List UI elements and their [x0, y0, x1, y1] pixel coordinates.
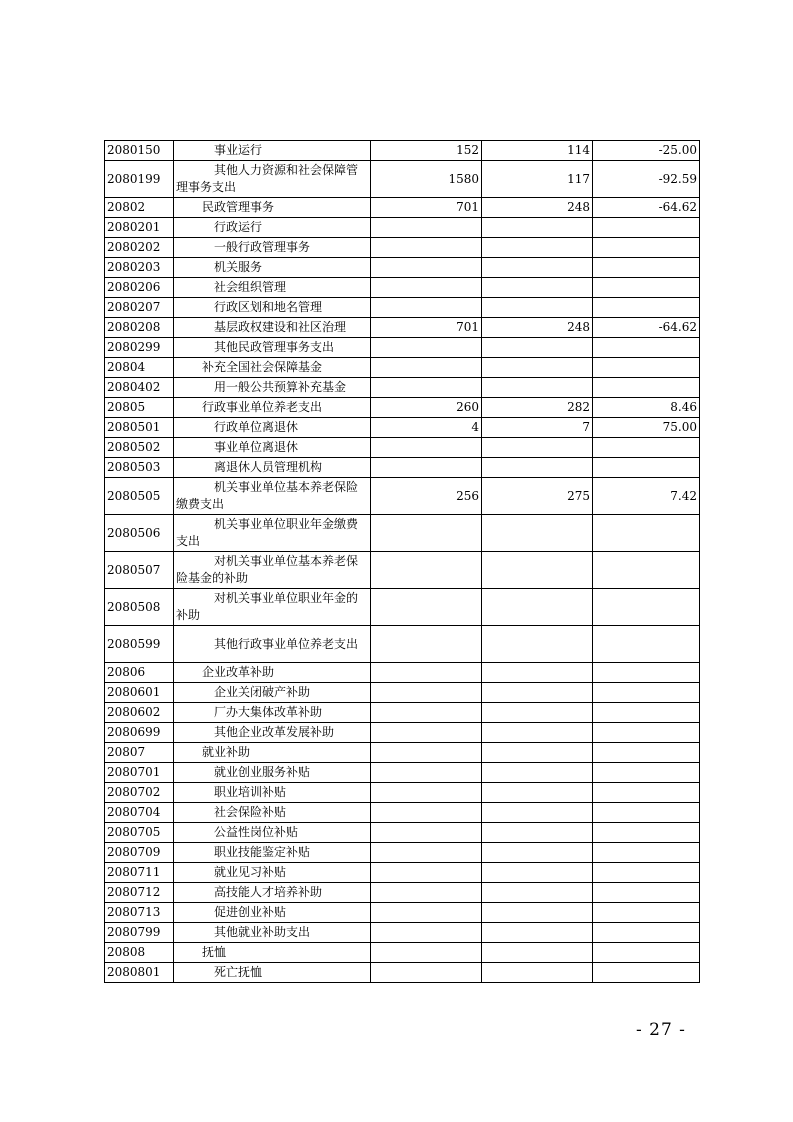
subject-name-text: 行政单位离退休: [214, 420, 299, 434]
table-row: [105, 683, 700, 703]
table-row: [105, 943, 700, 963]
subject-code-cell: 2080402: [105, 378, 174, 398]
subject-code-cell: 2080508: [105, 589, 174, 626]
subject-name-text: 机关服务: [214, 260, 263, 274]
subject-name-text: 企业改革补助: [202, 665, 275, 679]
prior-year-value-cell: [371, 378, 482, 398]
change-percent-cell: [593, 458, 700, 478]
change-percent-cell: [593, 923, 700, 943]
subject-name-cell: [174, 218, 371, 238]
subject-name-cell: [174, 703, 371, 723]
table-row: [105, 141, 700, 161]
subject-name-cell: [174, 318, 371, 338]
prior-year-value-cell: [371, 943, 482, 963]
change-percent-cell: [593, 763, 700, 783]
prior-year-value-cell: [371, 218, 482, 238]
current-year-value-cell: [482, 903, 593, 923]
subject-code-cell: 2080206: [105, 278, 174, 298]
prior-year-value-cell: [371, 278, 482, 298]
subject-code-cell: 2080701: [105, 763, 174, 783]
change-percent-cell: [593, 278, 700, 298]
table-row: [105, 552, 700, 589]
subject-code-cell: 20805: [105, 398, 174, 418]
subject-code-cell: 2080713: [105, 903, 174, 923]
change-percent-cell: [593, 883, 700, 903]
subject-name-text: 一般行政管理事务: [214, 240, 311, 254]
table-row: [105, 378, 700, 398]
table-row: [105, 723, 700, 743]
table-row: [105, 278, 700, 298]
change-percent-cell: [593, 338, 700, 358]
current-year-value-cell: [482, 278, 593, 298]
subject-code-cell: 2080801: [105, 963, 174, 983]
subject-name-text: 离退休人员管理机构: [214, 460, 323, 474]
table-row: [105, 763, 700, 783]
table-row: [105, 478, 700, 515]
subject-name-cell: [174, 723, 371, 743]
table-row: [105, 318, 700, 338]
subject-name-cell: [174, 358, 371, 378]
subject-code-cell: 2080705: [105, 823, 174, 843]
prior-year-value-cell: [371, 358, 482, 378]
prior-year-value-cell: 256: [371, 478, 482, 515]
subject-name-cell: [174, 663, 371, 683]
change-percent-cell: -25.00: [593, 141, 700, 161]
current-year-value-cell: [482, 923, 593, 943]
subject-code-cell: 2080699: [105, 723, 174, 743]
current-year-value-cell: 248: [482, 198, 593, 218]
change-percent-cell: [593, 358, 700, 378]
current-year-value-cell: [482, 552, 593, 589]
subject-name-cell: [174, 418, 371, 438]
current-year-value-cell: 114: [482, 141, 593, 161]
prior-year-value-cell: [371, 783, 482, 803]
subject-name-cell: [174, 238, 371, 258]
prior-year-value-cell: [371, 589, 482, 626]
change-percent-cell: [593, 298, 700, 318]
change-percent-cell: [593, 238, 700, 258]
subject-name-cell: [174, 903, 371, 923]
subject-name-cell: [174, 803, 371, 823]
current-year-value-cell: [482, 238, 593, 258]
current-year-value-cell: [482, 723, 593, 743]
subject-name-cell: [174, 278, 371, 298]
subject-code-cell: 2080505: [105, 478, 174, 515]
subject-name-text: 其他就业补助支出: [214, 925, 311, 939]
current-year-value-cell: [482, 743, 593, 763]
current-year-value-cell: [482, 843, 593, 863]
table-row: [105, 903, 700, 923]
subject-name-cell: [174, 883, 371, 903]
table-row: [105, 589, 700, 626]
subject-code-cell: 2080208: [105, 318, 174, 338]
change-percent-cell: [593, 626, 700, 663]
change-percent-cell: [593, 963, 700, 983]
subject-code-cell: 2080207: [105, 298, 174, 318]
subject-code-cell: 2080202: [105, 238, 174, 258]
table-row: [105, 823, 700, 843]
subject-name-text: 行政区划和地名管理: [214, 300, 323, 314]
table-row: [105, 923, 700, 943]
subject-name-cell: [174, 863, 371, 883]
prior-year-value-cell: [371, 515, 482, 552]
table-row: [105, 161, 700, 198]
subject-name-cell: [174, 923, 371, 943]
subject-name-text: 促进创业补贴: [214, 905, 287, 919]
table-row: [105, 358, 700, 378]
subject-name-cell: [174, 478, 371, 515]
table-row: [105, 418, 700, 438]
page-number: - 27 -: [636, 1020, 686, 1040]
table-row: [105, 883, 700, 903]
change-percent-cell: [593, 863, 700, 883]
prior-year-value-cell: [371, 903, 482, 923]
current-year-value-cell: [482, 258, 593, 278]
change-percent-cell: [593, 903, 700, 923]
change-percent-cell: [593, 515, 700, 552]
subject-name-text: 职业技能鉴定补贴: [214, 845, 311, 859]
subject-name-cell: [174, 943, 371, 963]
subject-code-cell: 2080712: [105, 883, 174, 903]
change-percent-cell: [593, 589, 700, 626]
subject-name-cell: [174, 626, 371, 663]
subject-name-cell: [174, 378, 371, 398]
subject-name-text: 其他人力资源和社会保障管理事务支出: [176, 163, 359, 194]
subject-code-cell: 2080201: [105, 218, 174, 238]
subject-name-text: 高技能人才培养补助: [214, 885, 323, 899]
current-year-value-cell: [482, 218, 593, 238]
subject-code-cell: 2080601: [105, 683, 174, 703]
subject-name-text: 行政事业单位养老支出: [202, 400, 323, 414]
change-percent-cell: [593, 438, 700, 458]
subject-name-cell: [174, 298, 371, 318]
change-percent-cell: 75.00: [593, 418, 700, 438]
prior-year-value-cell: [371, 703, 482, 723]
current-year-value-cell: 282: [482, 398, 593, 418]
table-row: [105, 863, 700, 883]
table-row: [105, 258, 700, 278]
subject-code-cell: 2080502: [105, 438, 174, 458]
table-row: [105, 298, 700, 318]
table-row: [105, 783, 700, 803]
subject-name-cell: [174, 141, 371, 161]
current-year-value-cell: [482, 515, 593, 552]
current-year-value-cell: [482, 963, 593, 983]
change-percent-cell: [593, 823, 700, 843]
subject-code-cell: 2080507: [105, 552, 174, 589]
subject-name-text: 基层政权建设和社区治理: [214, 320, 347, 334]
change-percent-cell: -92.59: [593, 161, 700, 198]
prior-year-value-cell: [371, 438, 482, 458]
subject-name-cell: [174, 458, 371, 478]
subject-name-text: 就业创业服务补贴: [214, 765, 311, 779]
change-percent-cell: [593, 843, 700, 863]
subject-code-cell: 2080602: [105, 703, 174, 723]
subject-code-cell: 2080702: [105, 783, 174, 803]
subject-code-cell: 2080199: [105, 161, 174, 198]
current-year-value-cell: [482, 683, 593, 703]
change-percent-cell: [593, 378, 700, 398]
prior-year-value-cell: 1580: [371, 161, 482, 198]
change-percent-cell: -64.62: [593, 318, 700, 338]
subject-code-cell: 2080503: [105, 458, 174, 478]
prior-year-value-cell: [371, 626, 482, 663]
prior-year-value-cell: 4: [371, 418, 482, 438]
current-year-value-cell: [482, 823, 593, 843]
subject-name-cell: [174, 198, 371, 218]
subject-name-text: 机关事业单位职业年金缴费支出: [176, 517, 359, 548]
subject-code-cell: 2080203: [105, 258, 174, 278]
prior-year-value-cell: [371, 803, 482, 823]
subject-code-cell: 2080599: [105, 626, 174, 663]
subject-name-text: 厂办大集体改革补助: [214, 705, 323, 719]
subject-name-text: 其他行政事业单位养老支出: [214, 636, 359, 651]
subject-name-text: 就业见习补贴: [214, 865, 287, 879]
prior-year-value-cell: 701: [371, 318, 482, 338]
table-row: [105, 338, 700, 358]
current-year-value-cell: 7: [482, 418, 593, 438]
budget-table: [104, 140, 700, 983]
subject-code-cell: 2080799: [105, 923, 174, 943]
table-row: [105, 398, 700, 418]
current-year-value-cell: 117: [482, 161, 593, 198]
prior-year-value-cell: [371, 863, 482, 883]
current-year-value-cell: [482, 863, 593, 883]
subject-code-cell: 20802: [105, 198, 174, 218]
prior-year-value-cell: [371, 552, 482, 589]
change-percent-cell: [593, 943, 700, 963]
table-row: [105, 703, 700, 723]
subject-code-cell: 2080709: [105, 843, 174, 863]
prior-year-value-cell: [371, 763, 482, 783]
subject-code-cell: 20806: [105, 663, 174, 683]
change-percent-cell: [593, 258, 700, 278]
subject-name-text: 用一般公共预算补充基金: [214, 380, 347, 394]
subject-code-cell: 20804: [105, 358, 174, 378]
subject-name-text: 其他企业改革发展补助: [214, 725, 335, 739]
subject-code-cell: 2080299: [105, 338, 174, 358]
prior-year-value-cell: [371, 663, 482, 683]
change-percent-cell: [593, 783, 700, 803]
prior-year-value-cell: [371, 923, 482, 943]
subject-name-cell: [174, 161, 371, 198]
current-year-value-cell: [482, 703, 593, 723]
current-year-value-cell: 248: [482, 318, 593, 338]
prior-year-value-cell: [371, 338, 482, 358]
current-year-value-cell: [482, 298, 593, 318]
prior-year-value-cell: [371, 843, 482, 863]
current-year-value-cell: [482, 763, 593, 783]
current-year-value-cell: [482, 378, 593, 398]
current-year-value-cell: [482, 438, 593, 458]
change-percent-cell: [593, 703, 700, 723]
subject-code-cell: 2080704: [105, 803, 174, 823]
change-percent-cell: [593, 743, 700, 763]
table-row: [105, 515, 700, 552]
table-row: [105, 963, 700, 983]
subject-name-cell: [174, 438, 371, 458]
prior-year-value-cell: [371, 883, 482, 903]
current-year-value-cell: [482, 626, 593, 663]
prior-year-value-cell: [371, 458, 482, 478]
prior-year-value-cell: 152: [371, 141, 482, 161]
subject-name-text: 补充全国社会保障基金: [202, 360, 323, 374]
change-percent-cell: -64.62: [593, 198, 700, 218]
subject-name-text: 机关事业单位基本养老保险缴费支出: [176, 480, 359, 511]
prior-year-value-cell: [371, 258, 482, 278]
table-row: [105, 458, 700, 478]
subject-name-cell: [174, 683, 371, 703]
change-percent-cell: [593, 552, 700, 589]
change-percent-cell: [593, 663, 700, 683]
subject-name-text: 社会组织管理: [214, 280, 287, 294]
prior-year-value-cell: [371, 823, 482, 843]
prior-year-value-cell: 701: [371, 198, 482, 218]
table-row: [105, 743, 700, 763]
table-row: [105, 218, 700, 238]
table-row: [105, 843, 700, 863]
subject-name-cell: [174, 963, 371, 983]
subject-name-text: 其他民政管理事务支出: [214, 340, 335, 354]
subject-name-text: 抚恤: [202, 945, 227, 959]
current-year-value-cell: [482, 458, 593, 478]
subject-name-text: 对机关事业单位职业年金的补助: [176, 591, 359, 622]
subject-name-text: 职业培训补贴: [214, 785, 287, 799]
current-year-value-cell: [482, 943, 593, 963]
current-year-value-cell: [482, 803, 593, 823]
current-year-value-cell: [482, 589, 593, 626]
subject-name-text: 事业运行: [214, 143, 263, 157]
table-row: [105, 626, 700, 663]
subject-name-cell: [174, 843, 371, 863]
change-percent-cell: [593, 723, 700, 743]
subject-code-cell: 20808: [105, 943, 174, 963]
subject-name-text: 行政运行: [214, 220, 263, 234]
subject-name-cell: [174, 823, 371, 843]
subject-name-text: 公益性岗位补贴: [214, 825, 299, 839]
subject-name-cell: [174, 763, 371, 783]
subject-name-cell: [174, 515, 371, 552]
current-year-value-cell: [482, 358, 593, 378]
table-row: [105, 663, 700, 683]
prior-year-value-cell: 260: [371, 398, 482, 418]
table-row: [105, 238, 700, 258]
subject-name-text: 民政管理事务: [202, 200, 275, 214]
subject-name-cell: [174, 398, 371, 418]
prior-year-value-cell: [371, 723, 482, 743]
table-row: [105, 803, 700, 823]
table-row: [105, 438, 700, 458]
subject-name-cell: [174, 783, 371, 803]
subject-code-cell: 2080711: [105, 863, 174, 883]
current-year-value-cell: [482, 783, 593, 803]
subject-name-cell: [174, 743, 371, 763]
subject-code-cell: 2080150: [105, 141, 174, 161]
prior-year-value-cell: [371, 298, 482, 318]
prior-year-value-cell: [371, 743, 482, 763]
change-percent-cell: [593, 218, 700, 238]
subject-name-cell: [174, 589, 371, 626]
subject-code-cell: 20807: [105, 743, 174, 763]
subject-name-cell: [174, 258, 371, 278]
subject-code-cell: 2080506: [105, 515, 174, 552]
change-percent-cell: [593, 683, 700, 703]
prior-year-value-cell: [371, 963, 482, 983]
current-year-value-cell: [482, 663, 593, 683]
current-year-value-cell: 275: [482, 478, 593, 515]
change-percent-cell: [593, 803, 700, 823]
subject-name-cell: [174, 552, 371, 589]
change-percent-cell: 7.42: [593, 478, 700, 515]
prior-year-value-cell: [371, 238, 482, 258]
subject-name-text: 企业关闭破产补助: [214, 685, 311, 699]
subject-name-text: 社会保险补贴: [214, 805, 287, 819]
table-row: [105, 198, 700, 218]
subject-name-text: 就业补助: [202, 745, 251, 759]
subject-name-text: 死亡抚恤: [214, 965, 263, 979]
subject-name-cell: [174, 338, 371, 358]
subject-name-text: 事业单位离退休: [214, 440, 299, 454]
subject-name-text: 对机关事业单位基本养老保险基金的补助: [176, 554, 359, 585]
current-year-value-cell: [482, 338, 593, 358]
prior-year-value-cell: [371, 683, 482, 703]
current-year-value-cell: [482, 883, 593, 903]
subject-code-cell: 2080501: [105, 418, 174, 438]
change-percent-cell: 8.46: [593, 398, 700, 418]
budget-table-body: [105, 141, 700, 983]
